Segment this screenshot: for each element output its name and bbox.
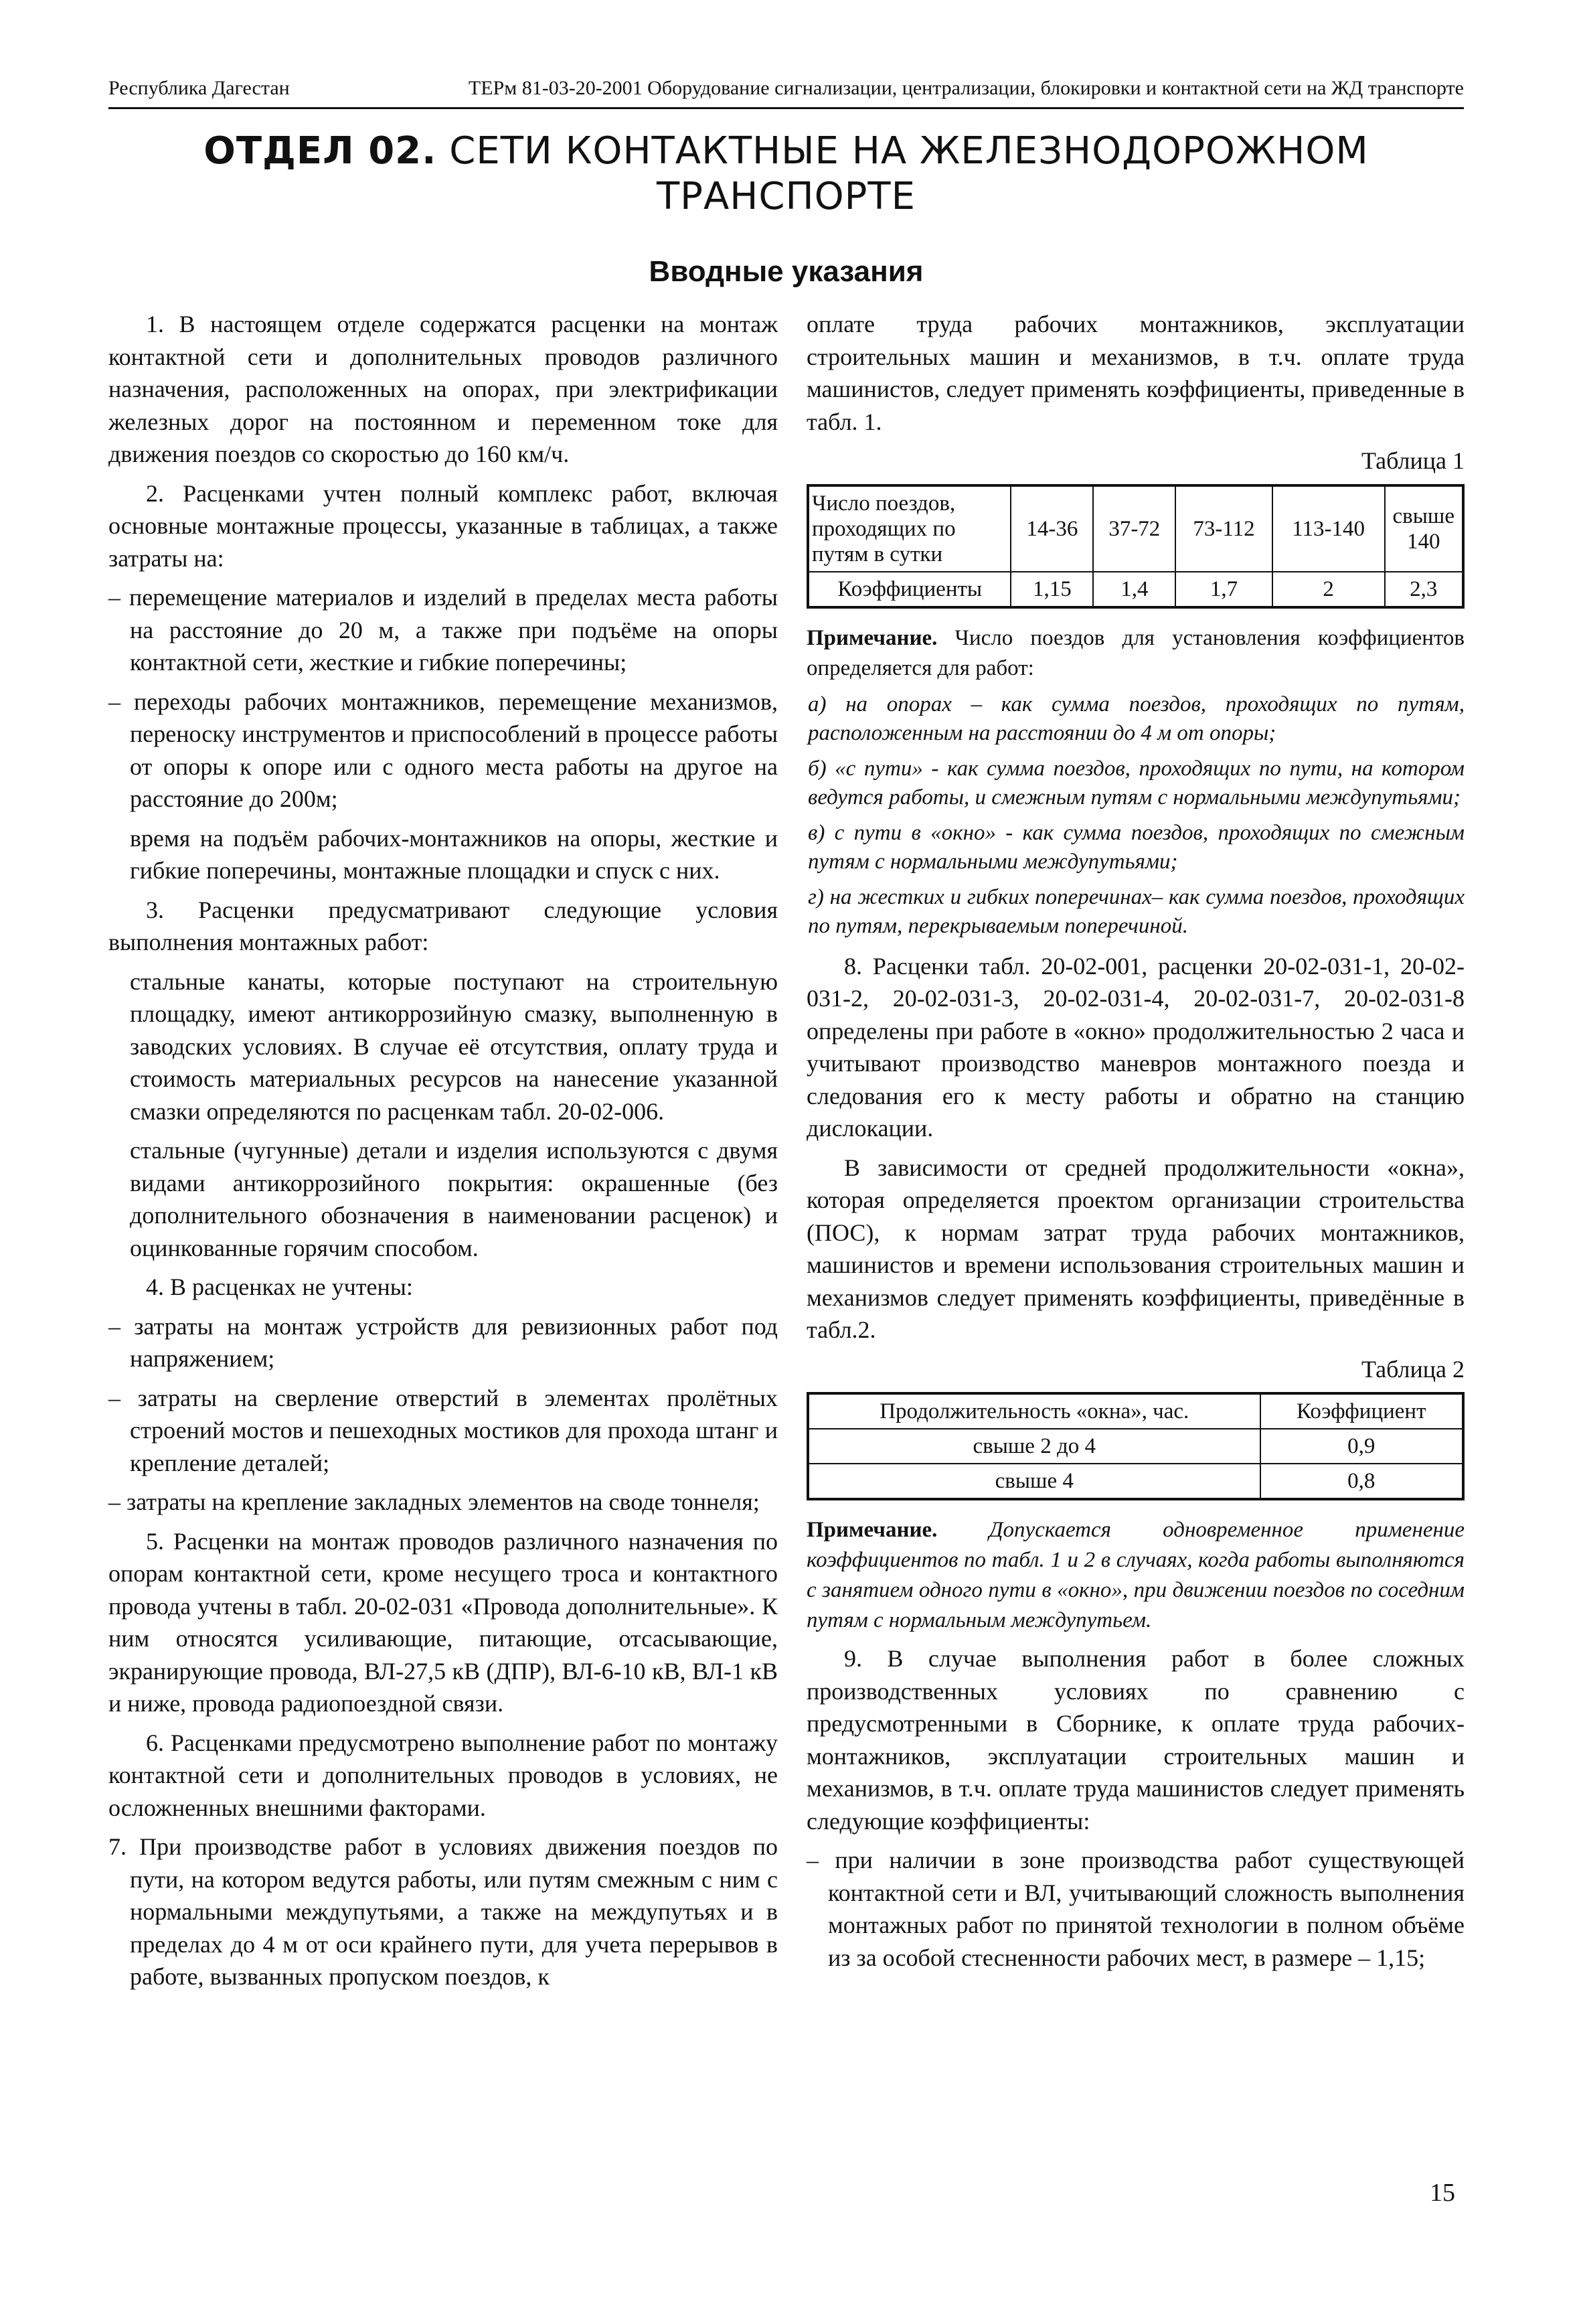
note-item: в) с пути в «окно» - как сумма поездов, проходящих по смежным путям с нормальными междупутьями; xyxy=(808,820,1465,874)
table-cell: свыше 2 до 4 xyxy=(808,1429,1260,1464)
table-cell: 113-140 xyxy=(1272,485,1385,572)
intro-heading: Вводные указания xyxy=(649,255,924,288)
table-2-caption: Таблица 2 xyxy=(1361,1355,1465,1383)
table-2 xyxy=(807,1392,1465,1500)
note-label: Примечание. xyxy=(807,1518,938,1542)
right-column xyxy=(807,308,1465,1981)
paragraph-2: 2. Расценками учтен полный комплекс работ, включая основные монтажные процессы, указанные в таблицах, а также затраты на: xyxy=(108,479,778,572)
table-cell: Число поездов, проходящих по путям в сутки xyxy=(808,485,1011,572)
table-1 xyxy=(807,484,1465,609)
table-header-cell: Продолжительность «окна», час. xyxy=(808,1393,1260,1429)
paragraph-7-continued: оплате труда рабочих монтажников, эксплуатации строительных машин и механизмов, в т.ч. оплате труда машинистов, следует применять коэффициенты, приведенные в табл. 1. xyxy=(807,311,1465,435)
note-label: Примечание. xyxy=(807,625,938,650)
list-item: время на подъём рабочих-монтажников на опоры, жесткие и гибкие поперечины, монтажные площадки и спуск с них. xyxy=(130,824,778,884)
table-cell: 2,3 xyxy=(1385,572,1463,607)
note-item: г) на жестких и гибких поперечинах– как сумма поездов, проходящих по путям, перекрываемым поперечиной. xyxy=(808,884,1465,938)
table-cell: 0,9 xyxy=(1260,1429,1464,1464)
paragraph-5: 5. Расценки на монтаж проводов различного назначения по опорам контактной сети, кроме несущего троса и контактного провода учтены в табл. 20-02-031 «Провода дополнительные». К ним относятся усиливающие, питающие, отсасывающие, экранирующие провода, ВЛ-27,5 кВ (ДПР), ВЛ-6-10 кВ, ВЛ-1 кВ и ниже, провода радиопоездной связи. xyxy=(108,1527,778,1717)
running-header xyxy=(108,75,1464,109)
table-cell: 1,4 xyxy=(1093,572,1175,607)
table-cell: 37-72 xyxy=(1093,485,1175,572)
note-item: а) на опорах – как сумма поездов, проходящих по путям, расположенным на расстоянии до 4 м от опоры; xyxy=(808,692,1465,745)
note-1 xyxy=(807,623,1465,684)
section-name: СЕТИ КОНТАКТНЫЕ НА ЖЕЛЕЗНОДОРОЖНОМ ТРАНСПОРТЕ xyxy=(449,129,1369,218)
paragraph-6: 6. Расценками предусмотрено выполнение работ по монтажу контактной сети и дополнительных проводов в условиях, не осложненных внешними факторами. xyxy=(108,1729,778,1821)
table-cell: 73-112 xyxy=(1175,485,1272,572)
table-cell: 2 xyxy=(1272,572,1385,607)
paragraph-8b: В зависимости от средней продолжительности «окна», которая определяется проектом организации строительства (ПОС), к нормам затрат труда рабочих монтажников, машинистов и времени использования строительных машин и механизмов следует применять коэффициенты, приведённые в табл.2. xyxy=(807,1154,1465,1343)
note-item: б) «с пути» - как сумма поездов, проходящих по пути, на котором ведутся работы, и смежным путям с нормальными междупутьями; xyxy=(808,756,1465,809)
list-item: – переходы рабочих монтажников, перемещение механизмов, переноску инструментов и приспособлений в процессе работы от опоры к опоре или с одного места работы на другое на расстояние до 200м; xyxy=(108,688,778,812)
table-cell: свыше 4 xyxy=(808,1464,1260,1499)
header-region: Республика Дагестан xyxy=(108,77,290,99)
list-item: – затраты на монтаж устройств для ревизионных работ под напряжением; xyxy=(108,1312,778,1372)
paragraph-3: 3. Расценки предусматривают следующие условия выполнения монтажных работ: xyxy=(108,896,778,955)
page-number: 15 xyxy=(1430,2179,1455,2207)
table-cell: 0,8 xyxy=(1260,1464,1464,1499)
table-header-cell: Коэффициент xyxy=(1260,1393,1464,1429)
table-cell: свыше 140 xyxy=(1385,485,1463,572)
header-collection-title: ТЕРм 81-03-20-2001 Оборудование сигнализации, централизации, блокировки и контактной сети на ЖД транспорте xyxy=(468,77,1464,99)
list-item: – затраты на сверление отверстий в элементах пролётных строений мостов и пешеходных мостиков для прохода штанг и крепление деталей; xyxy=(108,1384,778,1476)
table-cell: 1,7 xyxy=(1175,572,1272,607)
paragraph-9: 9. В случае выполнения работ в более сложных производственных условиях по сравнению с предусмотренными в Сборнике, к оплате труда рабочих-монтажников, эксплуатации строительных машин и механизмов, в т.ч. оплате труда машинистов следует применять следующие коэффициенты: xyxy=(807,1645,1465,1835)
table-cell: Коэффициенты xyxy=(808,572,1011,607)
list-item: стальные канаты, которые поступают на строительную площадку, имеют антикоррозийную смазку, выполненную в заводских условиях. В случае её отсутствия, оплату труда и стоимость материальных ресурсов на нанесение указанной смазки определяются по расценкам табл. 20-02-006. xyxy=(130,967,778,1125)
paragraph-7: 7. При производстве работ в условиях движения поездов по пути, на котором ведутся работы, или путям смежным с ним с нормальными междупутьями, а также на междупутьях и в пределах до 4 м от оси крайнего пути, для учета перерывов в работе, вызванных пропуском поездов, к xyxy=(108,1833,778,1990)
list-item: – затраты на крепление закладных элементов на своде тоннеля; xyxy=(108,1488,760,1515)
list-item: – при наличии в зоне производства работ существующей контактной сети и ВЛ, учитывающий сложность выполнения монтажных работ по принятой технологии в полном объёме из за особой стесненности рабочих мест, в размере – 1,15; xyxy=(807,1847,1465,1971)
section-number: ОТДЕЛ 02. xyxy=(203,129,437,173)
table-1-caption: Таблица 1 xyxy=(1361,447,1465,474)
note-2 xyxy=(807,1515,1465,1636)
note-text: Число поездов для установления коэффициентов определяется для работ: xyxy=(807,625,1465,680)
table-cell: 14-36 xyxy=(1011,485,1093,572)
paragraph-4: 4. В расценках не учтены: xyxy=(146,1273,413,1300)
paragraph-8: 8. Расценки табл. 20-02-001, расценки 20-02-031-1, 20-02-031-2, 20-02-031-3, 20-02-031-4, 20-02-031-7, 20-02-031-8 определены при работе в «окно» продолжительностью 2 часа и учитывают производство маневров монтажного поезда и следования его к месту работы и обратно на станцию дислокации. xyxy=(807,952,1465,1142)
list-item: стальные (чугунные) детали и изделия используются с двумя видами антикоррозийного покрытия: окрашенные (без дополнительного обозначения в наименовании расценок) и оцинкованные горячим способом. xyxy=(130,1137,778,1261)
list-item: – перемещение материалов и изделий в пределах места работы на расстояние до 20 м, а также при подъёме на опоры контактной сети, жесткие и гибкие поперечины; xyxy=(108,584,778,676)
note-text: Допускается одновременное применение коэффициентов по табл. 1 и 2 в случаях, когда работы выполняются с занятием одного пути в «окно», при движении поездов по соседним путям с нормальным междупутьем. xyxy=(807,1518,1465,1632)
table-cell: 1,15 xyxy=(1011,572,1093,607)
paragraph-1: 1. В настоящем отделе содержатся расценки на монтаж контактной сети и дополнительных проводов различного назначения, расположенных на опорах, при электрификации железных дорог на постоянном и переменном токе для движения поездов со скоростью до 160 км/ч. xyxy=(108,311,778,467)
section-title xyxy=(108,129,1464,220)
left-column xyxy=(108,308,778,2000)
